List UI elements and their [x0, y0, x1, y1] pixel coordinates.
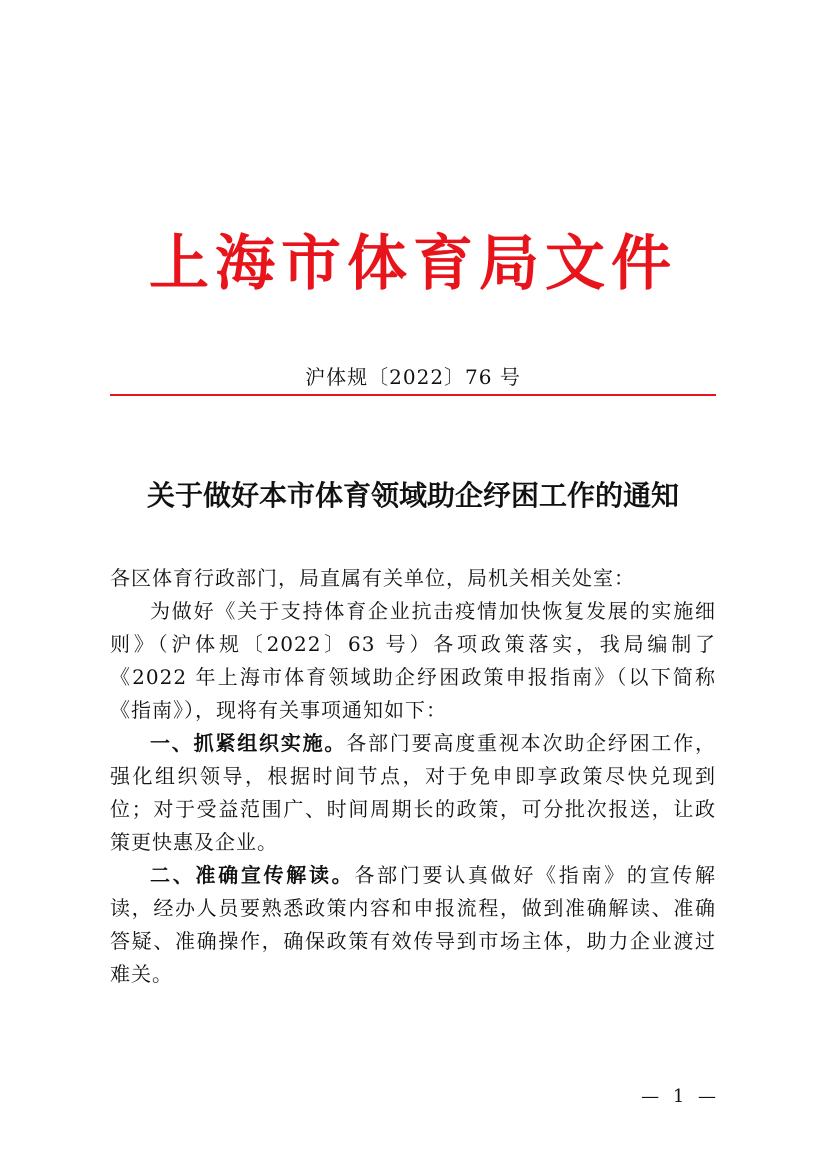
- section-text-1: 各部门要高度重视本次助企纾困工作，强化组织领导，根据时间节点，对于免申即享政策尽快兑现到位；对于受益范围广、时间周期长的政策，可分批次报送，让政策更快惠及企业。: [110, 731, 717, 854]
- section-paragraph-2: [110, 859, 716, 991]
- section-paragraph-1: [110, 727, 716, 859]
- red-divider-line: [110, 394, 716, 396]
- section-heading-2: 二、准确宣传解读。: [150, 863, 355, 887]
- document-header-title: 上海市体育局文件: [149, 229, 677, 299]
- document-body: [110, 562, 716, 991]
- intro-paragraph: 为做好《关于支持体育企业抗击疫情加快恢复发展的实施细则》（沪体规〔2022〕63 号）各项政策落实，我局编制了《2022 年上海市体育领域助企纾困政策申报指南》（以下简称《指南》），现将有关事项通知如下：: [110, 599, 716, 722]
- notice-title: 关于做好本市体育领域助企纾困工作的通知: [146, 479, 679, 512]
- addressee-line: 各区体育行政部门，局直属有关单位，局机关相关处室：: [110, 566, 635, 590]
- section-text-2: 各部门要认真做好《指南》的宣传解读，经办人员要熟悉政策内容和申报流程，做到准确解读、准确答疑、准确操作，确保政策有效传导到市场主体，助力企业渡过难关。: [110, 863, 716, 986]
- section-heading-1: 一、抓紧组织实施。: [150, 731, 347, 755]
- page-number: — 1 —: [641, 1086, 720, 1107]
- document-number: 沪体规〔2022〕76 号: [305, 365, 521, 389]
